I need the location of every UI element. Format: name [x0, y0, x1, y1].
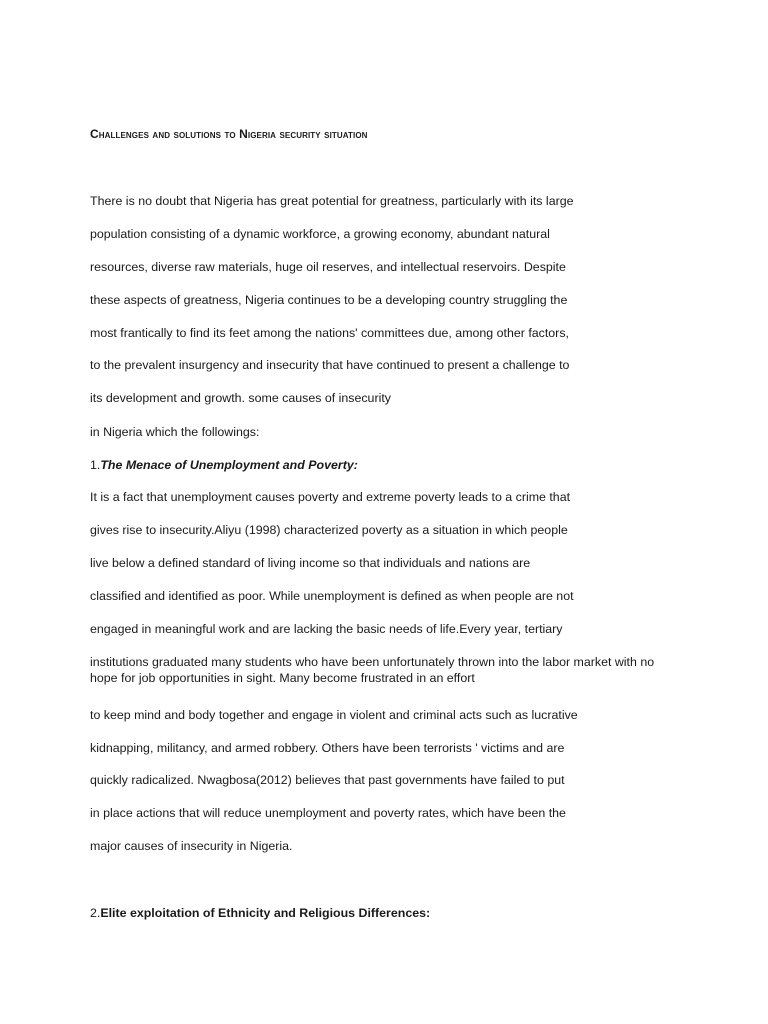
- intro-line: to the prevalent insurgency and insecurity that have continued to present a challenge to: [90, 358, 570, 372]
- paragraph-line: engaged in meaningful work and are lacking the basic needs of life.Every year, tertiary: [90, 622, 563, 636]
- section-2-heading: [90, 905, 430, 921]
- intro-line: There is no doubt that Nigeria has great potential for greatness, particularly with its large: [90, 194, 574, 208]
- section-1-number: 1.: [90, 458, 101, 472]
- intro-line: these aspects of greatness, Nigeria continues to be a developing country struggling the: [90, 293, 568, 307]
- paragraph-line: major causes of insecurity in Nigeria.: [90, 839, 293, 853]
- paragraph-line: quickly radicalized. Nwagbosa(2012) believes that past governments have failed to put: [90, 773, 565, 787]
- section-1-title: The Menace of Unemployment and Poverty:: [100, 458, 358, 472]
- intro-line: resources, diverse raw materials, huge oil reserves, and intellectual reservoirs. Despite: [90, 260, 566, 274]
- paragraph-line: live below a defined standard of living income so that individuals and nations are: [90, 556, 531, 570]
- paragraph-line: gives rise to insecurity.Aliyu (1998) characterized poverty as a situation in which people: [90, 523, 568, 537]
- document-title: Challenges and solutions to Nigeria security situation: [90, 127, 368, 141]
- section-2-title: Elite exploitation of Ethnicity and Religious Differences:: [100, 906, 431, 920]
- section-1-heading: [90, 457, 358, 473]
- section-2-number: 2.: [90, 906, 101, 920]
- intro-line: most frantically to find its feet among the nations' committees due, among other factors,: [90, 326, 569, 340]
- intro-line: its development and growth. some causes of insecurity: [90, 391, 391, 405]
- paragraph-line: in place actions that will reduce unemployment and poverty rates, which have been the: [90, 806, 566, 820]
- intro-line: population consisting of a dynamic workforce, a growing economy, abundant natural: [90, 227, 550, 241]
- intro-line: in Nigeria which the followings:: [90, 425, 260, 439]
- paragraph-line: It is a fact that unemployment causes poverty and extreme poverty leads to a crime that: [90, 490, 571, 504]
- paragraph-line: classified and identified as poor. While unemployment is defined as when people are not: [90, 589, 574, 603]
- paragraph-line: institutions graduated many students who have been unfortunately thrown into the labor market with no hope for job opportunities in sight. Many become frustrated in an effort: [90, 655, 655, 685]
- paragraph-line: kidnapping, militancy, and armed robbery. Others have been terrorists ' victims and are: [90, 741, 565, 755]
- paragraph-line: to keep mind and body together and engage in violent and criminal acts such as lucrative: [90, 708, 578, 722]
